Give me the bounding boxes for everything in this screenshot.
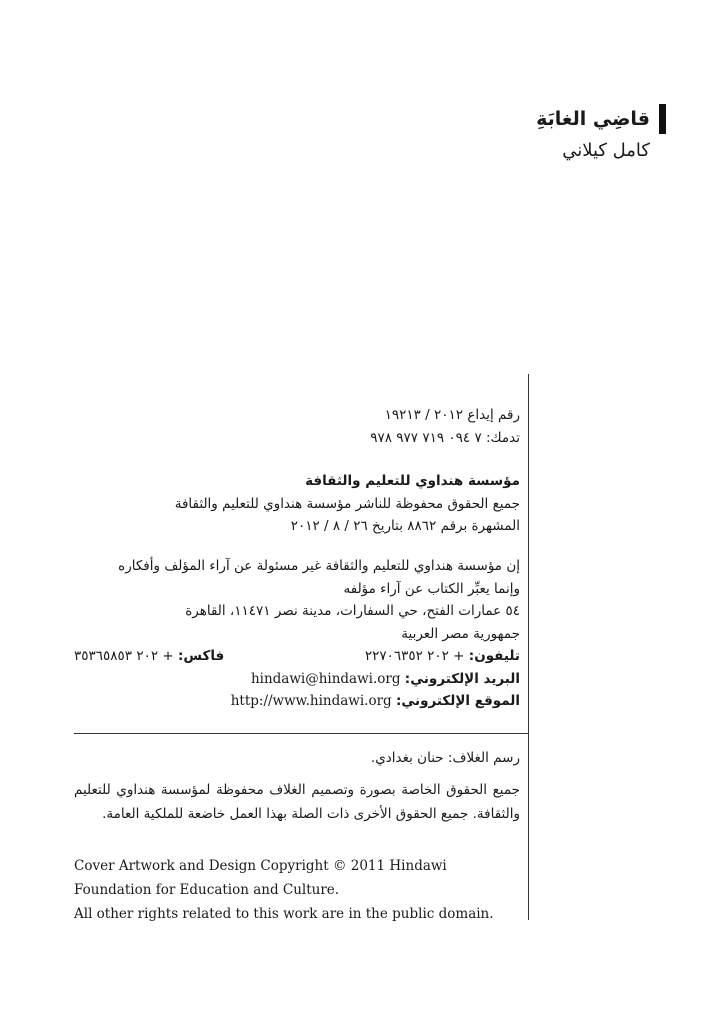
disclaimer-line-2: وإنما يعبِّر الكتاب عن آراء مؤلفه: [343, 580, 520, 597]
author-name: كامل كيلاني: [562, 140, 650, 161]
website-link[interactable]: http://www.hindawi.org: [230, 693, 392, 709]
fax-value: + ٢٠٢ ٣٥٣٦٥٨٥٣: [74, 648, 174, 664]
fax-group: [74, 645, 224, 668]
book-title: قاضِي الغابَةِ: [536, 108, 650, 130]
email-label: البريد الإلكتروني:: [404, 670, 520, 687]
fax-label: فاكس:: [177, 648, 225, 664]
english-line-1: Cover Artwork and Design Copyright © 2011 Hindawi: [74, 858, 447, 874]
phone-label: تليفون:: [468, 648, 520, 664]
publisher-section: [74, 470, 520, 538]
phone-value: + ٢٠٢ ٢٢٧٠٦٣٥٢: [364, 648, 465, 664]
address-line-2: جمهورية مصر العربية: [401, 625, 520, 642]
address-line-1: ٥٤ عمارات الفتح، حي السفارات، مدينة نصر ١١٤٧١، القاهرة: [185, 603, 520, 619]
publisher-name: مؤسسة هنداوي للتعليم والثقافة: [305, 473, 520, 489]
phone-group: [365, 645, 520, 668]
deposit-number: رقم إيداع ٢٠١٢ / ١٩٢١٣: [384, 407, 520, 423]
title-block: [330, 98, 650, 161]
rights-line-1: جميع الحقوق محفوظة للناشر مؤسسة هنداوي للتعليم والثقافة: [174, 495, 520, 512]
deposit-section: [74, 404, 520, 449]
title-marker-bar: [659, 104, 666, 134]
cover-rights-arabic: جميع الحقوق الخاصة بصورة وتصميم الغلاف محفوظة لمؤسسة هنداوي للتعليم والثقافة. جميع الحقوق الأخرى ذات الصلة بهذا العمل خاضعة للملكية العامة.: [74, 782, 520, 822]
isbn: تدمك: ٧ ٠٩٤ ٧١٩ ٩٧٧ ٩٧٨: [370, 429, 520, 446]
cover-artist: رسم الغلاف: حنان بغدادي.: [370, 750, 520, 766]
disclaimer-line-1: إن مؤسسة هنداوي للتعليم والثقافة غير مسئولة عن آراء المؤلف وأفكاره: [118, 558, 520, 574]
website-label: الموقع الإلكتروني:: [396, 693, 520, 709]
website-row: [74, 690, 520, 713]
english-line-2: Foundation for Education and Culture.: [74, 882, 340, 898]
vertical-rule: [528, 374, 529, 920]
phone-fax-row: [74, 645, 520, 668]
horizontal-rule: [74, 733, 528, 734]
english-line-3: All other rights related to this work are in the public domain.: [74, 906, 494, 922]
cover-section: [74, 746, 520, 826]
rights-line-2: المشهرة برقم ٨٨٦٢ بتاريخ ٢٦ / ٨ / ٢٠١٢: [290, 518, 520, 534]
disclaimer-section: [74, 555, 520, 713]
email-row: [74, 668, 520, 691]
english-copyright: [74, 854, 528, 926]
email-link[interactable]: hindawi@hindawi.org: [250, 670, 401, 687]
